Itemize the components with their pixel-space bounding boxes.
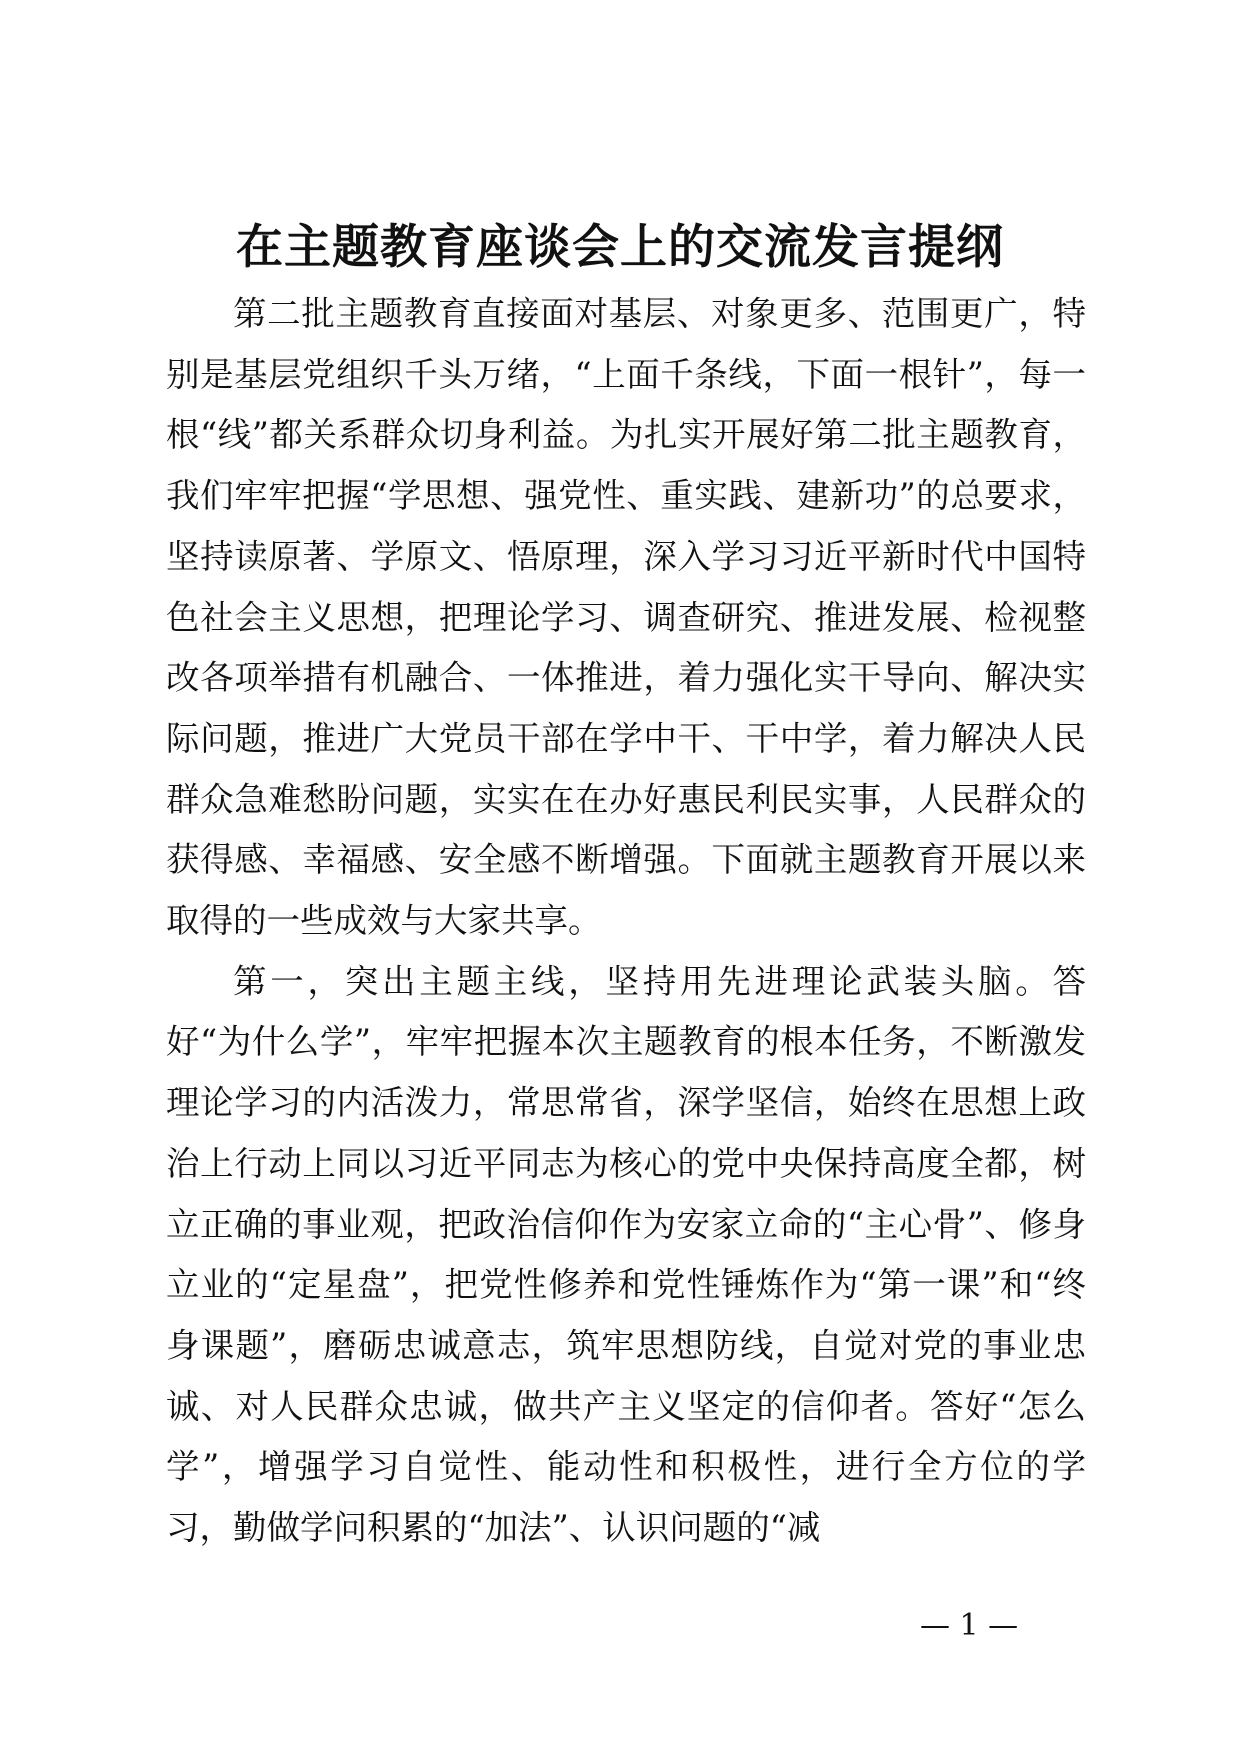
- paragraph-intro: 第二批主题教育直接面对基层、对象更多、范围更广，特别是基层党组织千头万绪，“上面千条线，下面一根针”，每一根“线”都关系群众切身利益。为扎实开展好第二批主题教育，我们牢牢把握“学思想、强党性、重实践、建新功”的总要求，坚持读原著、学原文、悟原理，深入学习习近平新时代中国特色社会主义思想，把理论学习、调查研究、推进发展、检视整改各项举措有机融合、一体推进，着力强化实干导向、解决实际问题，推进广大党员干部在学中干、干中学，着力解决人民群众急难愁盼问题，实实在在办好惠民利民实事，人民群众的获得感、幸福感、安全感不断增强。下面就主题教育开展以来取得的一些成效与大家共享。: [166, 294, 1086, 941]
- paragraph-first-point: 第一，突出主题主线，坚持用先进理论武装头脑。答好“为什么学”，牢牢把握本次主题教育的根本任务，不断激发理论学习的内活泼力，常思常省，深学坚信，始终在思想上政治上行动上同以习近平同志为核心的党中央保持高度全都，树立正确的事业观，把政治信仰作为安家立命的“主心骨”、修身立业的“定星盘”，把党性修养和党性锤炼作为“第一课”和“终身课题”，磨砺忠诚意志，筑牢思想防线，自觉对党的事业忠诚、对人民群众忠诚，做共产主义坚定的信仰者。答好“怎么学”，增强学习自觉性、能动性和积极性，进行全方位的学习，勤做学问积累的“加法”、认识问题的“减: [166, 961, 1086, 1548]
- document-body: [166, 284, 1086, 1559]
- page-number: — 1 —: [920, 1608, 1019, 1643]
- document-title: 在主题教育座谈会上的交流发言提纲: [236, 220, 1004, 275]
